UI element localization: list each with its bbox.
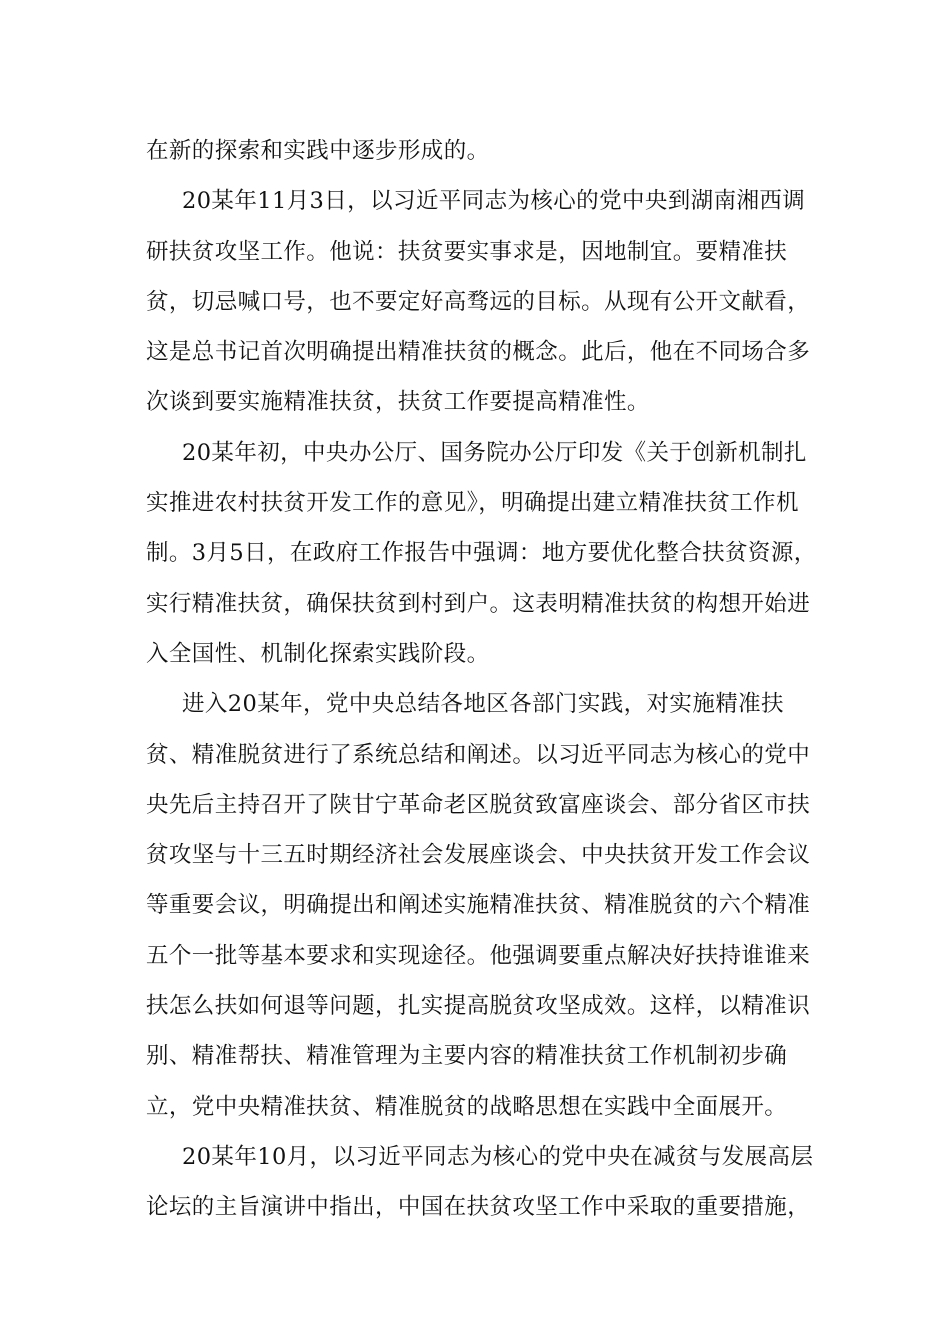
text-line: 实行精准扶贫，确保扶贫到村到户。这表明精准扶贫的构想开始进 <box>146 590 811 617</box>
paragraph-start-line: 20某年11月3日，以习近平同志为核心的党中央到湖南湘西调 <box>182 188 806 215</box>
text-line: 次谈到要实施精准扶贫，扶贫工作要提高精准性。 <box>146 389 650 416</box>
text-line: 贫，切忌喊口号，也不要定好高骛远的目标。从现有公开文献看， <box>146 288 811 315</box>
paragraph-start-line: 20某年10月，以习近平同志为核心的党中央在减贫与发展高层 <box>182 1143 814 1170</box>
text-line: 贫、精准脱贫进行了系统总结和阐述。以习近平同志为核心的党中 <box>146 741 811 768</box>
text-line: 五个一批等基本要求和实现途径。他强调要重点解决好扶持谁谁来 <box>146 942 811 969</box>
text-line: 研扶贫攻坚工作。他说：扶贫要实事求是，因地制宜。要精准扶 <box>146 238 788 265</box>
text-line: 入全国性、机制化探索实践阶段。 <box>146 640 490 667</box>
paragraph-start-line: 进入20某年，党中央总结各地区各部门实践，对实施精准扶 <box>182 691 784 718</box>
text-line: 制。3月5日，在政府工作报告中强调：地方要优化整合扶贫资源， <box>146 540 817 567</box>
text-line: 这是总书记首次明确提出精准扶贫的概念。此后，他在不同场合多 <box>146 339 811 366</box>
text-line: 论坛的主旨演讲中指出，中国在扶贫攻坚工作中采取的重要措施， <box>146 1194 811 1221</box>
text-line: 贫攻坚与十三五时期经济社会发展座谈会、中央扶贫开发工作会议 <box>146 842 811 869</box>
text-line: 扶怎么扶如何退等问题，扎实提高脱贫攻坚成效。这样，以精准识 <box>146 993 811 1020</box>
text-line: 别、精准帮扶、精准管理为主要内容的精准扶贫工作机制初步确 <box>146 1043 788 1070</box>
text-line: 等重要会议，明确提出和阐述实施精准扶贫、精准脱贫的六个精准 <box>146 892 811 919</box>
body-text <box>146 126 816 1233</box>
text-line: 央先后主持召开了陕甘宁革命老区脱贫致富座谈会、部分省区市扶 <box>146 791 811 818</box>
text-line: 实推进农村扶贫开发工作的意见》，明确提出建立精准扶贫工作机 <box>146 490 799 517</box>
text-line: 立，党中央精准扶贫、精准脱贫的战略思想在实践中全面展开。 <box>146 1093 788 1120</box>
text-line: 在新的探索和实践中逐步形成的。 <box>146 138 490 164</box>
paragraph-start-line: 20某年初，中央办公厅、国务院办公厅印发《关于创新机制扎 <box>182 439 807 466</box>
